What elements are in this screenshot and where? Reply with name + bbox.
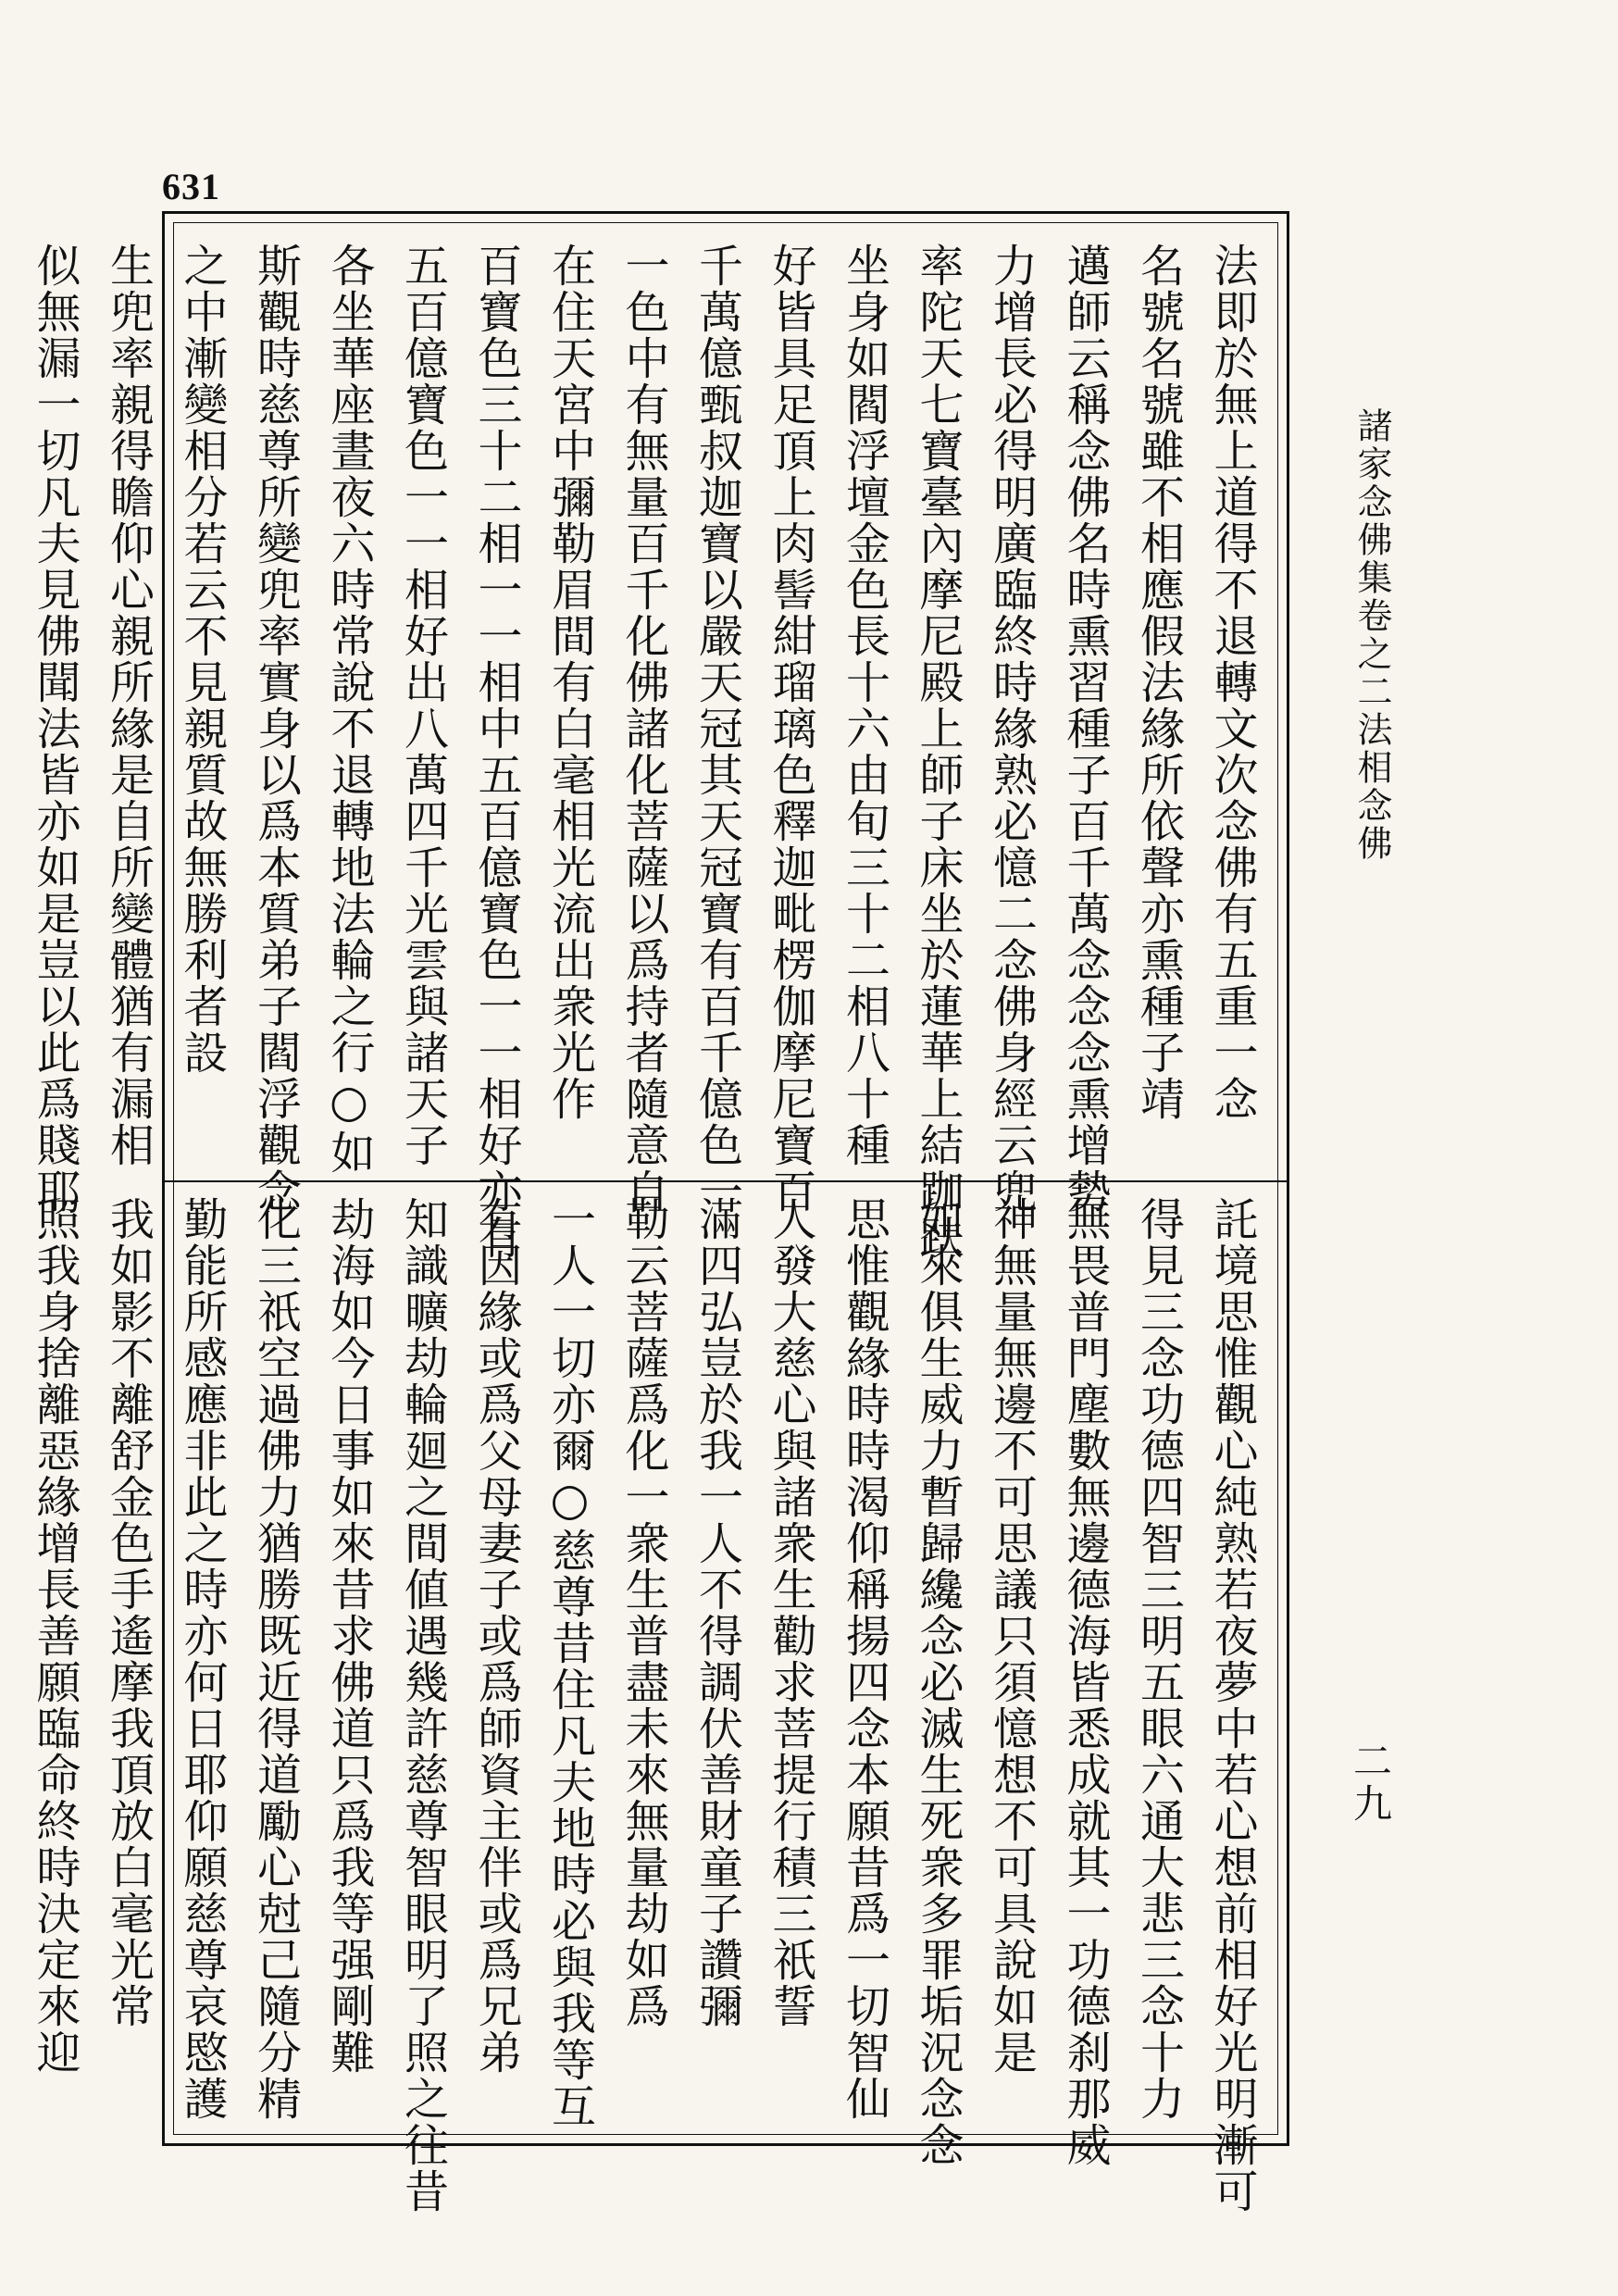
- text-column: 法即於無上道得不退轉文次念佛有五重一念: [1206, 243, 1258, 1122]
- text-column: 劫海如今日事如來昔求佛道只爲我等强剛難: [323, 1196, 375, 2076]
- folio-number: 二九: [1348, 1741, 1393, 1826]
- lower-register-text: [29, 1196, 1268, 2215]
- text-column: 勤能所感應非此之時亦何日耶仰願慈尊哀愍護: [176, 1196, 228, 2122]
- text-column: 化三祇空過佛力猶勝既近得道勵心尅己隨分精: [249, 1196, 302, 2122]
- text-column: 我如影不離舒金色手遙摩我頂放白毫光常: [102, 1196, 155, 2029]
- text-column: 思惟觀緣時時渴仰稱揚四念本願昔爲一切智仙: [838, 1196, 890, 2122]
- text-column: 勒云菩薩爲化一衆生普盡未來無量劫如爲: [617, 1196, 669, 2029]
- text-column: 無畏普門塵數無邊德海皆悉成就其一功德刹那威: [1059, 1196, 1111, 2168]
- text-column: 好皆具足頂上肉髻紺瑠璃色釋迦毗楞伽摩尼寶百: [765, 243, 816, 1215]
- text-column: 在住天宮中彌勒眉間有白毫相光流出衆光作: [543, 243, 596, 1122]
- text-column: 名號名號雖不相應假法緣所依聲亦熏種子靖: [1132, 243, 1185, 1122]
- text-column: 有因緣或爲父母妻子或爲師資主伴或爲兄弟: [470, 1196, 522, 2076]
- running-head: 諸家念佛集卷之二法相念佛: [1351, 407, 1392, 863]
- page-number: 631: [162, 166, 220, 207]
- text-column: 神無量無邊不可思議只須憶想不可具說如是: [985, 1196, 1038, 2076]
- text-column: 百寶色三十二相一一相中五百億寶色一一相好亦有: [470, 243, 522, 1261]
- text-column: 斯觀時慈尊所變兜率實身以爲本質弟子閻浮觀念: [249, 243, 302, 1215]
- text-column: 照我身捨離惡緣增長善願臨命終時決定來迎: [29, 1196, 81, 2076]
- text-column: 人發大慈心與諸衆生勸求菩提行積三祇誓: [765, 1196, 816, 2029]
- text-column: 如來俱生威力暫歸纔念必滅生死衆多罪垢況念念: [912, 1196, 964, 2168]
- text-column: 各坐華座晝夜六時常說不退轉地法輪之行○如: [323, 243, 375, 1176]
- text-column: 坐身如閻浮壇金色長十六由旬三十二相八十種: [838, 243, 890, 1168]
- text-column: 力增長必得明廣臨終時緣熟必憶二念佛身經云兜: [985, 243, 1038, 1215]
- text-column: 一色中有無量百千化佛諸化菩薩以爲持者隨意自: [617, 243, 669, 1215]
- text-column: 生兜率親得瞻仰心親所緣是自所變體猶有漏相: [102, 243, 155, 1168]
- text-column: 一人一切亦爾○慈尊昔住凡夫地時必與我等互: [543, 1196, 596, 2129]
- text-column: 似無漏一切凡夫見佛聞法皆亦如是豈以此爲賤耶: [29, 243, 81, 1215]
- text-column: 滿四弘豈於我一人不得調伏善財童子讚彌: [691, 1196, 743, 2029]
- text-column: 五百億寶色一一相好出八萬四千光雲與諸天子: [396, 243, 449, 1168]
- upper-register-text: [29, 243, 1268, 1261]
- text-column: 知識曠劫輪廻之間値遇幾許慈尊智眼明了照之往昔: [396, 1196, 449, 2215]
- text-column: 之中漸變相分若云不見親質故無勝利者設: [176, 243, 228, 1076]
- text-column: 託境思惟觀心純熟若夜夢中若心想前相好光明漸可: [1206, 1196, 1258, 2215]
- text-column: 千萬億甄叔迦寶以嚴天冠其天冠寶有百千億色一: [691, 243, 743, 1215]
- text-column: 邁師云稱念佛名時熏習種子百千萬念念念熏增勢: [1059, 243, 1111, 1215]
- text-column: 得見三念功德四智三明五眼六通大悲三念十力: [1132, 1196, 1185, 2122]
- text-column: 率陀天七寶臺內摩尼殿上師子床坐於蓮華上結跏趺: [912, 243, 964, 1261]
